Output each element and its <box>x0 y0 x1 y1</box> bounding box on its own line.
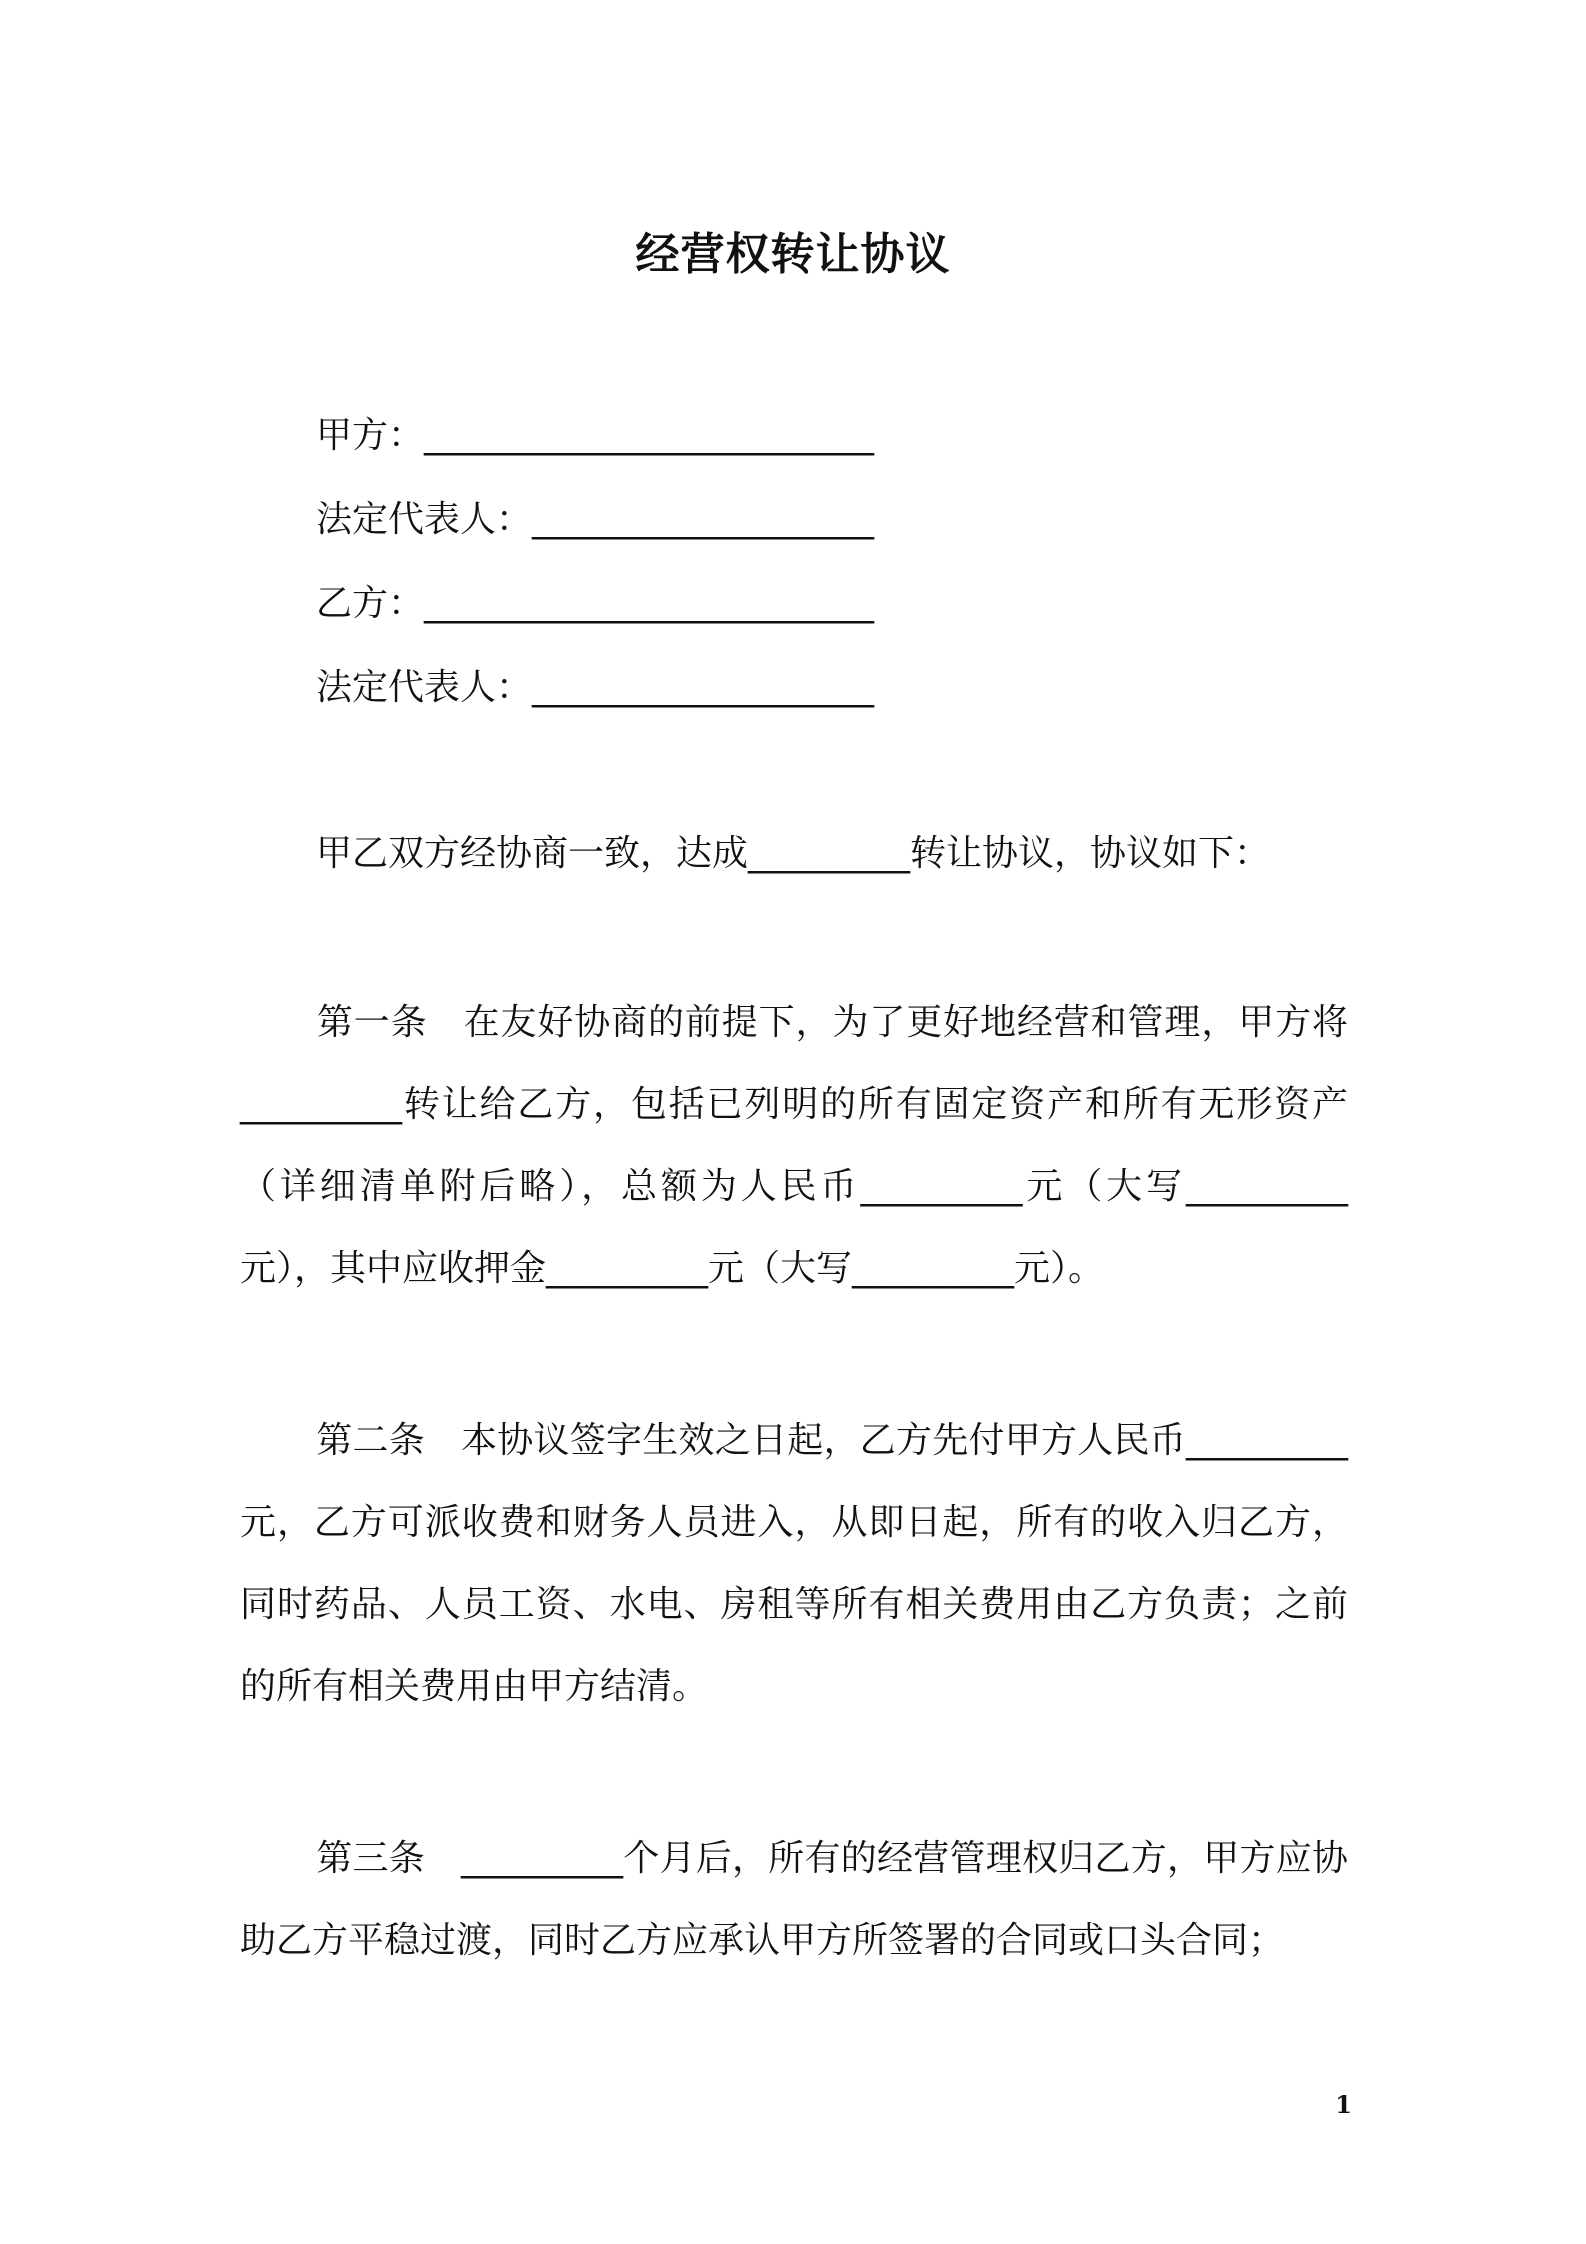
article-3-heading: 第三条 <box>316 1838 425 1879</box>
party-a-line: 甲方：_________________________ <box>316 415 875 456</box>
article-3 <box>240 1818 1348 1982</box>
article-1-body: 在友好协商的前提下，为了更好地经营和管理，甲方将_________转让给乙方，包括已列明的所有固定资产和所有无形资产（详细清单附后略），总额为人民币_________元（大写_________元），其中应收押金_________元（大写_________元）。 <box>240 1002 1348 1289</box>
party-b-representative-line: 法定代表人：___________________ <box>316 667 875 708</box>
agreement-intro: 甲乙双方经协商一致，达成_________转让协议，协议如下： <box>316 833 1271 874</box>
article-1 <box>240 982 1348 1310</box>
article-3-body: _________个月后，所有的经营管理权归乙方，甲方应协助乙方平稳过渡，同时乙方应承认甲方所签署的合同或口头合同； <box>240 1838 1348 1961</box>
page-number: 1 <box>1335 2090 1352 2119</box>
document-title: 经营权转让协议 <box>635 229 951 280</box>
article-2-body: 本协议签字生效之日起，乙方先付甲方人民币_________元，乙方可派收费和财务人员进入，从即日起，所有的收入归乙方，同时药品、人员工资、水电、房租等所有相关费用由乙方负责；之前的所有相关费用由甲方结清。 <box>240 1420 1348 1707</box>
party-b-line: 乙方：_________________________ <box>316 583 875 624</box>
article-2 <box>240 1400 1348 1728</box>
article-2-heading: 第二条 <box>316 1420 425 1461</box>
party-a-representative-line: 法定代表人：___________________ <box>316 499 875 540</box>
article-1-heading: 第一条 <box>316 1002 428 1043</box>
